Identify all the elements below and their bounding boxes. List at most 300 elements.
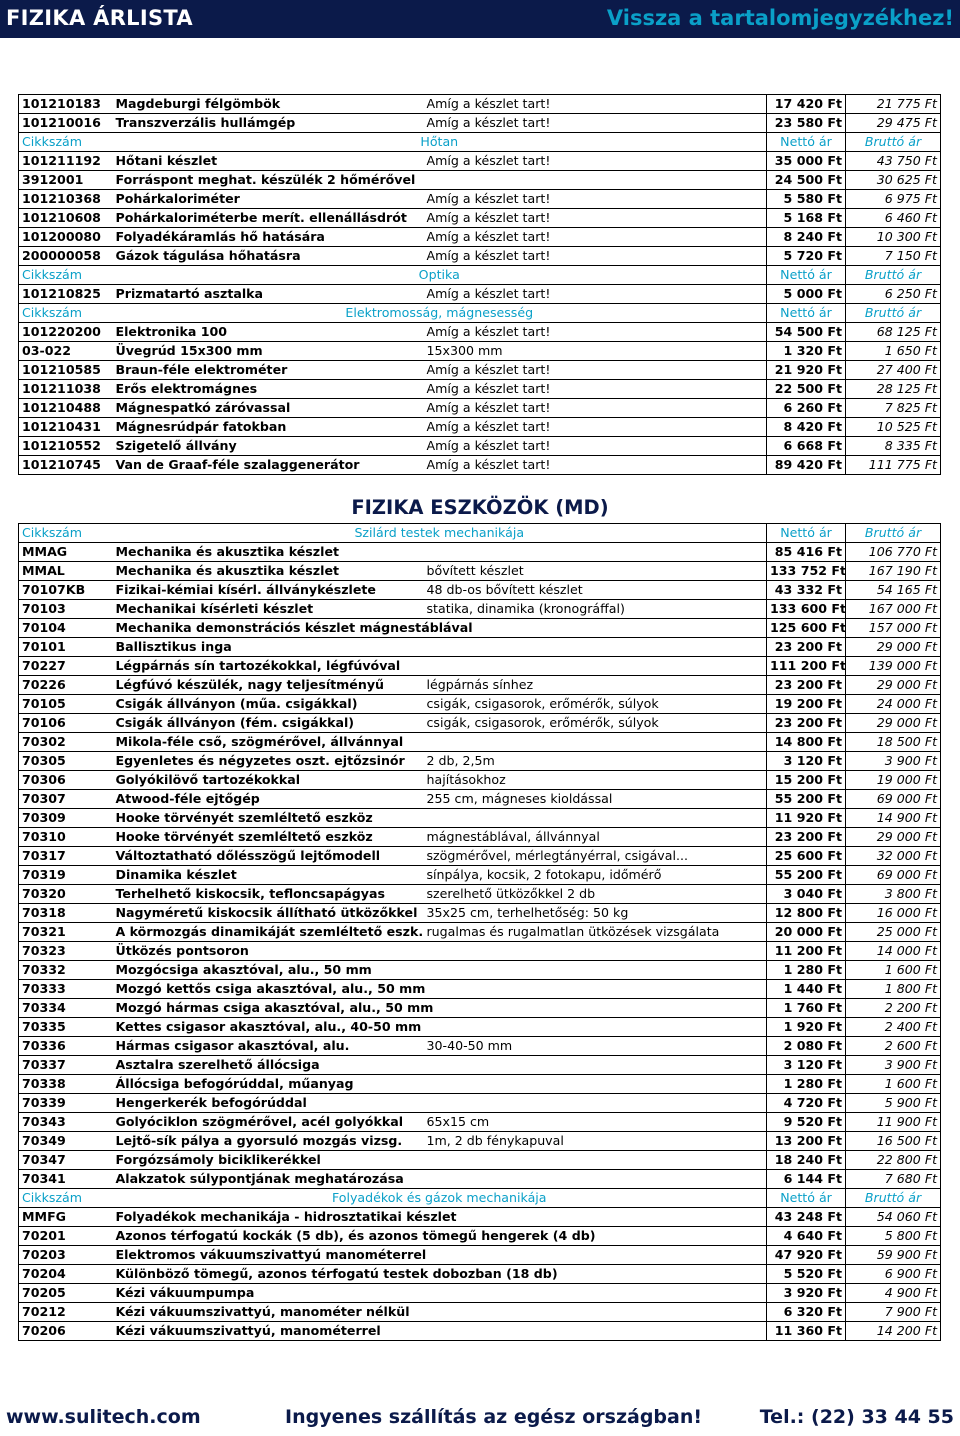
- item-net-price: 2 080 Ft: [767, 1037, 846, 1056]
- table-row: [19, 790, 941, 809]
- item-name: Csigák állványon (fém. csigákkal): [113, 714, 424, 733]
- item-net-price: 1 920 Ft: [767, 1018, 846, 1037]
- item-name: Pohárkaloriméterbe merít. ellenállásdrót: [113, 209, 424, 228]
- table-row: [19, 228, 941, 247]
- item-name: Hőtani készlet: [113, 152, 424, 171]
- item-note: 35x25 cm, terhelhetőség: 50 kg: [424, 904, 767, 923]
- item-note: Amíg a készlet tart!: [424, 228, 767, 247]
- item-note: Amíg a készlet tart!: [424, 114, 767, 133]
- item-gross-price: 7 900 Ft: [846, 1303, 941, 1322]
- item-net-price: 23 200 Ft: [767, 676, 846, 695]
- item-net-price: 35 000 Ft: [767, 152, 846, 171]
- item-net-price: 23 580 Ft: [767, 114, 846, 133]
- category-header-row: [19, 266, 941, 285]
- table-row: [19, 456, 941, 475]
- item-net-price: 125 600 Ft: [767, 619, 846, 638]
- item-net-price: 6 320 Ft: [767, 1303, 846, 1322]
- item-note: rugalmas és rugalmatlan ütközések vizsgálata: [424, 923, 767, 942]
- item-name: A körmozgás dinamikáját szemléltető eszk.: [113, 923, 424, 942]
- table-row: [19, 437, 941, 456]
- back-to-toc-link[interactable]: Vissza a tartalomjegyzékhez!: [606, 6, 954, 30]
- item-gross-price: 29 000 Ft: [846, 638, 941, 657]
- item-code: 70305: [19, 752, 113, 771]
- item-name: Golyóciklon szögmérővel, acél golyókkal: [113, 1113, 424, 1132]
- item-name: Transzverzális hullámgép: [113, 114, 424, 133]
- item-note: csigák, csigasorok, erőmérők, súlyok: [424, 695, 767, 714]
- category-header-row: [19, 1189, 941, 1208]
- category-header-row: [19, 133, 941, 152]
- item-gross-price: 157 000 Ft: [846, 619, 941, 638]
- category-title: Hőtan: [113, 133, 767, 152]
- item-net-price: 5 168 Ft: [767, 209, 846, 228]
- item-gross-price: 7 680 Ft: [846, 1170, 941, 1189]
- item-gross-price: 10 525 Ft: [846, 418, 941, 437]
- item-name: Mágnespatkó záróvassal: [113, 399, 424, 418]
- item-note: csigák, csigasorok, erőmérők, súlyok: [424, 714, 767, 733]
- item-name: Azonos térfogatú kockák (5 db), és azonos tömegű hengerek (4 db): [113, 1227, 767, 1246]
- item-net-price: 23 200 Ft: [767, 714, 846, 733]
- table-row: [19, 733, 941, 752]
- item-gross-price: 1 600 Ft: [846, 1075, 941, 1094]
- item-note: mágnestáblával, állvánnyal: [424, 828, 767, 847]
- header-gross: Bruttó ár: [846, 304, 941, 323]
- item-gross-price: 29 000 Ft: [846, 676, 941, 695]
- item-note: légpárnás sínhez: [424, 676, 767, 695]
- item-code: 101210608: [19, 209, 113, 228]
- item-net-price: 1 760 Ft: [767, 999, 846, 1018]
- header-gross: Bruttó ár: [846, 266, 941, 285]
- item-note: 2 db, 2,5m: [424, 752, 767, 771]
- item-gross-price: 32 000 Ft: [846, 847, 941, 866]
- item-note: szerelhető ütközőkkel 2 db: [424, 885, 767, 904]
- footer-website[interactable]: www.sulitech.com: [6, 1406, 201, 1428]
- item-code: 101210825: [19, 285, 113, 304]
- item-gross-price: 167 190 Ft: [846, 562, 941, 581]
- table-row: [19, 562, 941, 581]
- item-name: Mágnesrúdpár fatokban: [113, 418, 424, 437]
- item-note: hajításokhoz: [424, 771, 767, 790]
- item-note: szögmérővel, mérlegtányérral, csigával...: [424, 847, 767, 866]
- header-code: Cikkszám: [19, 266, 113, 285]
- header-gross: Bruttó ár: [846, 1189, 941, 1208]
- header-gross: Bruttó ár: [846, 133, 941, 152]
- item-note: 15x300 mm: [424, 342, 767, 361]
- header-code: Cikkszám: [19, 133, 113, 152]
- item-code: 101211192: [19, 152, 113, 171]
- item-name: Kézi vákuumszivattyú, manométerrel: [113, 1322, 767, 1341]
- item-net-price: 1 280 Ft: [767, 1075, 846, 1094]
- item-note: statika, dinamika (kronográffal): [424, 600, 767, 619]
- item-gross-price: 69 000 Ft: [846, 866, 941, 885]
- item-gross-price: 11 900 Ft: [846, 1113, 941, 1132]
- table-row: [19, 1322, 941, 1341]
- item-gross-price: 139 000 Ft: [846, 657, 941, 676]
- item-gross-price: 2 200 Ft: [846, 999, 941, 1018]
- item-gross-price: 24 000 Ft: [846, 695, 941, 714]
- item-name: Pohárkaloriméter: [113, 190, 424, 209]
- table-row: [19, 1265, 941, 1284]
- item-gross-price: 4 900 Ft: [846, 1284, 941, 1303]
- header-net: Nettó ár: [767, 133, 846, 152]
- item-net-price: 1 280 Ft: [767, 961, 846, 980]
- item-gross-price: 16 000 Ft: [846, 904, 941, 923]
- item-gross-price: 19 000 Ft: [846, 771, 941, 790]
- item-note: 1m, 2 db fénykapuval: [424, 1132, 767, 1151]
- footer-phone: Tel.: (22) 33 44 55: [759, 1406, 954, 1428]
- item-code: 101210183: [19, 95, 113, 114]
- item-note: Amíg a készlet tart!: [424, 285, 767, 304]
- item-net-price: 54 500 Ft: [767, 323, 846, 342]
- item-net-price: 43 248 Ft: [767, 1208, 846, 1227]
- item-name: Különböző tömegű, azonos térfogatú testek dobozban (18 db): [113, 1265, 767, 1284]
- top-bar: [0, 0, 960, 38]
- item-gross-price: 29 000 Ft: [846, 714, 941, 733]
- item-name: Mozgó hármas csiga akasztóval, alu., 50 mm: [113, 999, 767, 1018]
- item-note: 65x15 cm: [424, 1113, 767, 1132]
- item-name: Alakzatok súlypontjának meghatározása: [113, 1170, 767, 1189]
- table-row: [19, 209, 941, 228]
- item-net-price: 15 200 Ft: [767, 771, 846, 790]
- table-row: [19, 1151, 941, 1170]
- item-code: MMAG: [19, 543, 113, 562]
- item-net-price: 1 320 Ft: [767, 342, 846, 361]
- item-gross-price: 21 775 Ft: [846, 95, 941, 114]
- item-name: Nagyméretű kiskocsik állítható ütközőkkel: [113, 904, 424, 923]
- item-net-price: 12 800 Ft: [767, 904, 846, 923]
- item-name: Asztalra szerelhető állócsiga: [113, 1056, 767, 1075]
- category-title: Elektromosság, mágnesesség: [113, 304, 767, 323]
- header-code: Cikkszám: [19, 304, 113, 323]
- item-gross-price: 2 600 Ft: [846, 1037, 941, 1056]
- item-gross-price: 29 475 Ft: [846, 114, 941, 133]
- item-note: Amíg a készlet tart!: [424, 209, 767, 228]
- item-net-price: 3 040 Ft: [767, 885, 846, 904]
- item-name: Mechanika demonstrációs készlet mágnestáblával: [113, 619, 767, 638]
- item-gross-price: 10 300 Ft: [846, 228, 941, 247]
- item-code: 101210488: [19, 399, 113, 418]
- item-name: Kézi vákuumpumpa: [113, 1284, 767, 1303]
- item-name: Egyenletes és négyzetes oszt. ejtőzsinór: [113, 752, 424, 771]
- table-row: [19, 961, 941, 980]
- item-name: Elektromos vákuumszivattyú manométerrel: [113, 1246, 767, 1265]
- item-name: Braun-féle elektrométer: [113, 361, 424, 380]
- table-row: [19, 399, 941, 418]
- item-code: 101210585: [19, 361, 113, 380]
- item-code: 70203: [19, 1246, 113, 1265]
- item-net-price: 1 440 Ft: [767, 980, 846, 999]
- item-code: 200000058: [19, 247, 113, 266]
- item-net-price: 6 144 Ft: [767, 1170, 846, 1189]
- table-row: [19, 904, 941, 923]
- header-net: Nettó ár: [767, 304, 846, 323]
- item-net-price: 22 500 Ft: [767, 380, 846, 399]
- item-net-price: 43 332 Ft: [767, 581, 846, 600]
- price-table-1: [18, 94, 941, 475]
- item-code: 70309: [19, 809, 113, 828]
- item-net-price: 17 420 Ft: [767, 95, 846, 114]
- item-name: Üvegrúd 15x300 mm: [113, 342, 424, 361]
- item-gross-price: 3 900 Ft: [846, 752, 941, 771]
- item-net-price: 9 520 Ft: [767, 1113, 846, 1132]
- item-name: Lejtő-sík pálya a gyorsuló mozgás vizsg.: [113, 1132, 424, 1151]
- item-gross-price: 2 400 Ft: [846, 1018, 941, 1037]
- item-net-price: 24 500 Ft: [767, 171, 846, 190]
- item-gross-price: 6 460 Ft: [846, 209, 941, 228]
- item-name: Hooke törvényét szemléltető eszköz: [113, 809, 767, 828]
- item-name: Van de Graaf-féle szalaggenerátor: [113, 456, 424, 475]
- table-row: [19, 380, 941, 399]
- item-name: Mozgócsiga akasztóval, alu., 50 mm: [113, 961, 767, 980]
- item-code: 70319: [19, 866, 113, 885]
- table-row: [19, 581, 941, 600]
- item-net-price: 25 600 Ft: [767, 847, 846, 866]
- item-note: Amíg a készlet tart!: [424, 456, 767, 475]
- table-row: [19, 695, 941, 714]
- item-code: 3912001: [19, 171, 113, 190]
- item-name: Ütközés pontsoron: [113, 942, 767, 961]
- table-row: [19, 247, 941, 266]
- item-code: 70204: [19, 1265, 113, 1284]
- table-row: [19, 361, 941, 380]
- item-code: 70104: [19, 619, 113, 638]
- category-title: Optika: [113, 266, 767, 285]
- table-row: [19, 1284, 941, 1303]
- item-net-price: 3 920 Ft: [767, 1284, 846, 1303]
- section-title: FIZIKA ESZKÖZÖK (MD): [351, 496, 609, 519]
- item-net-price: 133 752 Ft: [767, 562, 846, 581]
- item-name: Hármas csigasor akasztóval, alu.: [113, 1037, 424, 1056]
- item-code: MMAL: [19, 562, 113, 581]
- table-row: [19, 190, 941, 209]
- item-code: 70317: [19, 847, 113, 866]
- item-name: Állócsiga befogórúddal, műanyag: [113, 1075, 767, 1094]
- item-code: 70332: [19, 961, 113, 980]
- header-net: Nettó ár: [767, 266, 846, 285]
- table-row: [19, 638, 941, 657]
- item-code: 70341: [19, 1170, 113, 1189]
- item-note: Amíg a készlet tart!: [424, 418, 767, 437]
- item-note: Amíg a készlet tart!: [424, 95, 767, 114]
- item-name: Kézi vákuumszivattyú, manométer nélkül: [113, 1303, 767, 1322]
- item-net-price: 8 420 Ft: [767, 418, 846, 437]
- item-code: 70205: [19, 1284, 113, 1303]
- item-gross-price: 5 800 Ft: [846, 1227, 941, 1246]
- item-net-price: 5 580 Ft: [767, 190, 846, 209]
- item-note: 30-40-50 mm: [424, 1037, 767, 1056]
- item-net-price: 47 920 Ft: [767, 1246, 846, 1265]
- item-code: 70302: [19, 733, 113, 752]
- item-gross-price: 14 900 Ft: [846, 809, 941, 828]
- item-name: Kettes csigasor akasztóval, alu., 40-50 mm: [113, 1018, 767, 1037]
- item-net-price: 3 120 Ft: [767, 1056, 846, 1075]
- item-net-price: 13 200 Ft: [767, 1132, 846, 1151]
- item-code: 70349: [19, 1132, 113, 1151]
- item-net-price: 20 000 Ft: [767, 923, 846, 942]
- category-header-row: [19, 524, 941, 543]
- item-gross-price: 59 900 Ft: [846, 1246, 941, 1265]
- item-name: Elektronika 100: [113, 323, 424, 342]
- item-code: 70323: [19, 942, 113, 961]
- item-code: 70206: [19, 1322, 113, 1341]
- item-code: 101200080: [19, 228, 113, 247]
- item-name: Légpárnás sín tartozékokkal, légfúvóval: [113, 657, 767, 676]
- item-gross-price: 69 000 Ft: [846, 790, 941, 809]
- item-net-price: 55 200 Ft: [767, 866, 846, 885]
- item-gross-price: 30 625 Ft: [846, 171, 941, 190]
- table-row: [19, 1227, 941, 1246]
- item-net-price: 19 200 Ft: [767, 695, 846, 714]
- table-row: [19, 1170, 941, 1189]
- table-row: [19, 809, 941, 828]
- item-code: 70343: [19, 1113, 113, 1132]
- table-row: [19, 152, 941, 171]
- table-row: [19, 342, 941, 361]
- item-gross-price: 5 900 Ft: [846, 1094, 941, 1113]
- item-gross-price: 27 400 Ft: [846, 361, 941, 380]
- item-code: 70337: [19, 1056, 113, 1075]
- item-net-price: 6 260 Ft: [767, 399, 846, 418]
- item-name: Magdeburgi félgömbök: [113, 95, 424, 114]
- table-row: [19, 1208, 941, 1227]
- category-header-row: [19, 304, 941, 323]
- page-title: FIZIKA ÁRLISTA: [6, 6, 193, 30]
- item-gross-price: 29 000 Ft: [846, 828, 941, 847]
- item-gross-price: 6 900 Ft: [846, 1265, 941, 1284]
- table-row: [19, 1246, 941, 1265]
- item-code: 03-022: [19, 342, 113, 361]
- item-code: 101220200: [19, 323, 113, 342]
- item-gross-price: 3 900 Ft: [846, 1056, 941, 1075]
- item-code: 70339: [19, 1094, 113, 1113]
- item-code: 70103: [19, 600, 113, 619]
- item-code: 70338: [19, 1075, 113, 1094]
- item-name: Folyadékáramlás hő hatására: [113, 228, 424, 247]
- item-name: Golyókilövő tartozékokkal: [113, 771, 424, 790]
- item-gross-price: 16 500 Ft: [846, 1132, 941, 1151]
- item-code: 70307: [19, 790, 113, 809]
- item-code: 101211038: [19, 380, 113, 399]
- item-gross-price: 18 500 Ft: [846, 733, 941, 752]
- table-row: [19, 1094, 941, 1113]
- header-net: Nettó ár: [767, 524, 846, 543]
- item-code: 70336: [19, 1037, 113, 1056]
- item-name: Hengerkerék befogórúddal: [113, 1094, 767, 1113]
- item-code: 70107KB: [19, 581, 113, 600]
- table-row: [19, 543, 941, 562]
- item-note: Amíg a készlet tart!: [424, 437, 767, 456]
- table-row: [19, 1075, 941, 1094]
- item-code: 70347: [19, 1151, 113, 1170]
- item-gross-price: 167 000 Ft: [846, 600, 941, 619]
- item-gross-price: 6 250 Ft: [846, 285, 941, 304]
- item-code: 70105: [19, 695, 113, 714]
- item-note: 48 db-os bővített készlet: [424, 581, 767, 600]
- item-name: Terhelhető kiskocsik, tefloncsapágyas: [113, 885, 424, 904]
- item-code: 101210016: [19, 114, 113, 133]
- item-code: 70310: [19, 828, 113, 847]
- table-row: [19, 1056, 941, 1075]
- table-row: [19, 418, 941, 437]
- item-name: Mozgó kettős csiga akasztóval, alu., 50 mm: [113, 980, 767, 999]
- table-row: [19, 1113, 941, 1132]
- item-name: Légfúvó készülék, nagy teljesítményű: [113, 676, 424, 695]
- item-name: Ballisztikus inga: [113, 638, 767, 657]
- item-name: Mikola-féle cső, szögmérővel, állvánnyal: [113, 733, 767, 752]
- table-row: [19, 676, 941, 695]
- item-name: Forgózsámoly biciklikerékkel: [113, 1151, 767, 1170]
- item-net-price: 55 200 Ft: [767, 790, 846, 809]
- item-name: Dinamika készlet: [113, 866, 424, 885]
- item-net-price: 89 420 Ft: [767, 456, 846, 475]
- item-net-price: 85 416 Ft: [767, 543, 846, 562]
- item-gross-price: 3 800 Ft: [846, 885, 941, 904]
- table-row: [19, 323, 941, 342]
- item-gross-price: 22 800 Ft: [846, 1151, 941, 1170]
- table-row: [19, 771, 941, 790]
- table-row: [19, 999, 941, 1018]
- item-code: 70334: [19, 999, 113, 1018]
- item-note: sínpálya, kocsik, 2 fotokapu, időmérő: [424, 866, 767, 885]
- item-gross-price: 1 600 Ft: [846, 961, 941, 980]
- header-net: Nettó ár: [767, 1189, 846, 1208]
- item-note: bővített készlet: [424, 562, 767, 581]
- header-code: Cikkszám: [19, 524, 113, 543]
- table-row: [19, 885, 941, 904]
- item-code: 70335: [19, 1018, 113, 1037]
- item-net-price: 4 640 Ft: [767, 1227, 846, 1246]
- table-row: [19, 923, 941, 942]
- item-gross-price: 14 000 Ft: [846, 942, 941, 961]
- item-code: 70106: [19, 714, 113, 733]
- item-net-price: 5 000 Ft: [767, 285, 846, 304]
- item-net-price: 8 240 Ft: [767, 228, 846, 247]
- item-note: 255 cm, mágneses kioldással: [424, 790, 767, 809]
- item-net-price: 23 200 Ft: [767, 638, 846, 657]
- item-gross-price: 1 800 Ft: [846, 980, 941, 999]
- item-code: 101210552: [19, 437, 113, 456]
- item-gross-price: 7 150 Ft: [846, 247, 941, 266]
- item-code: 70101: [19, 638, 113, 657]
- item-gross-price: 28 125 Ft: [846, 380, 941, 399]
- item-code: 101210431: [19, 418, 113, 437]
- table-row: [19, 95, 941, 114]
- item-code: 101210368: [19, 190, 113, 209]
- table-row: [19, 619, 941, 638]
- item-name: Hooke törvényét szemléltető eszköz: [113, 828, 424, 847]
- item-name: Forráspont meghat. készülék 2 hőmérővel: [113, 171, 767, 190]
- item-net-price: 3 120 Ft: [767, 752, 846, 771]
- item-gross-price: 7 825 Ft: [846, 399, 941, 418]
- table-row: [19, 171, 941, 190]
- table-row: [19, 657, 941, 676]
- item-gross-price: 8 335 Ft: [846, 437, 941, 456]
- item-net-price: 111 200 Ft: [767, 657, 846, 676]
- category-title: Folyadékok és gázok mechanikája: [113, 1189, 767, 1208]
- item-code: 70333: [19, 980, 113, 999]
- item-gross-price: 43 750 Ft: [846, 152, 941, 171]
- item-name: Folyadékok mechanikája - hidrosztatikai készlet: [113, 1208, 767, 1227]
- item-net-price: 14 800 Ft: [767, 733, 846, 752]
- item-name: Változtatható dőlésszögű lejtőmodell: [113, 847, 424, 866]
- item-net-price: 11 200 Ft: [767, 942, 846, 961]
- item-net-price: 23 200 Ft: [767, 828, 846, 847]
- item-code: 70321: [19, 923, 113, 942]
- item-name: Erős elektromágnes: [113, 380, 424, 399]
- item-gross-price: 54 060 Ft: [846, 1208, 941, 1227]
- item-code: 70227: [19, 657, 113, 676]
- item-net-price: 11 920 Ft: [767, 809, 846, 828]
- item-name: Csigák állványon (műa. csigákkal): [113, 695, 424, 714]
